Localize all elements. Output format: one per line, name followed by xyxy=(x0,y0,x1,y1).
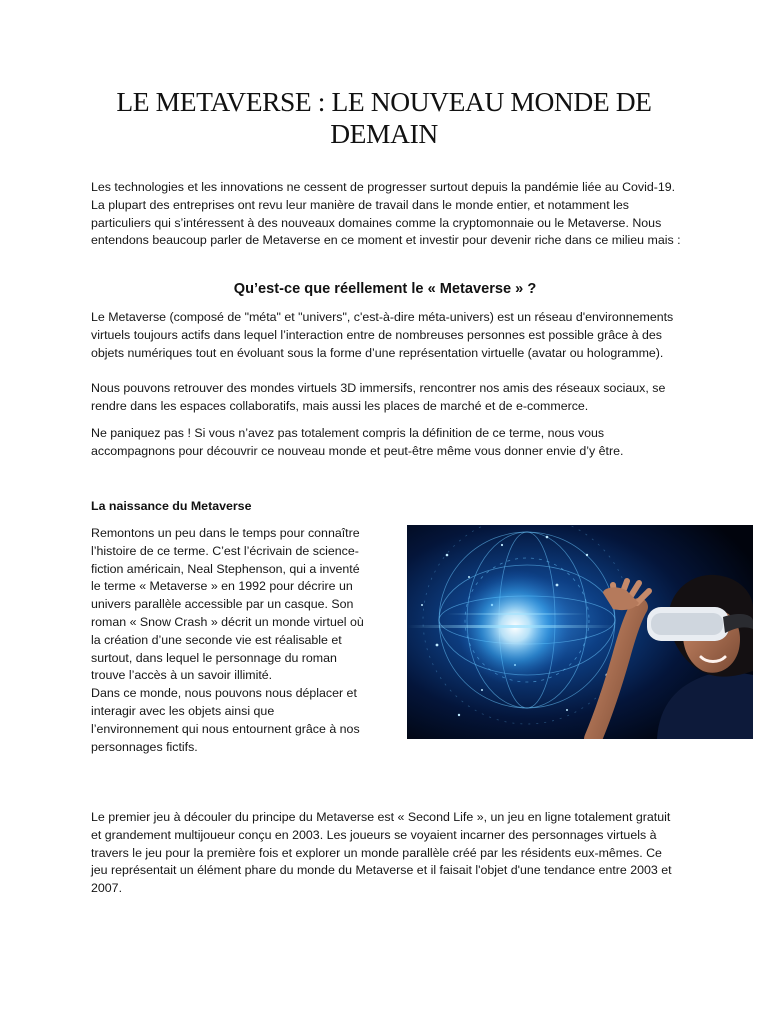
document-title: LE METAVERSE : LE NOUVEAU MONDE DE DEMAIN xyxy=(116,86,652,149)
reassurance-paragraph: Ne paniquez pas ! Si vous n’avez pas totalement compris la définition de ce terme, nous vous accompagnons pour découvrir ce nouveau monde et peut-être même vous donner envie d’y être. xyxy=(91,426,624,458)
history-paragraph: Remontons un peu dans le temps pour connaître l’histoire de ce terme. C’est l’écrivain de science-fiction américain, Neal Stephenson, qui a inventé le terme « Metaverse » en 1992 pour décrire un univers parallèle accessible par un casque. Son roman « Snow Crash » décrit un monde virtuel où la création d’une seconde vie est réalisable et surtout, dans lequel le personnage du roman trouve l’accès à un savoir illimité. xyxy=(91,526,364,683)
definition-paragraph: Le Metaverse (composé de "méta" et "univers", c'est-à-dire méta-univers) est un réseau d'environnements virtuels toujours actifs dans lequel l’interaction entre de nombreuses personnes est possible grâce à des objets numériques tout en évoluant sous la forme d’une représentation virtuelle (avatar ou hologramme). xyxy=(91,310,674,360)
metaverse-illustration xyxy=(407,525,753,739)
second-life-paragraph: Le premier jeu à découler du principe du Metaverse est « Second Life », un jeu en ligne totalement gratuit et grandement multijoueur conçu en 2003. Les joueurs se voyaient incarner des personnages virtuels à travers le jeu pour la première fois et explorer un monde parallèle créé par les résidents eux-mêmes. Ce jeu représentait un élément phare du monde du Metaverse et il faisait l'objet d'une tendance entre 2003 et 2007. xyxy=(91,810,672,896)
section-heading: La naissance du Metaverse xyxy=(91,499,252,513)
vr-hologram-image xyxy=(407,525,753,739)
history-column xyxy=(91,525,365,756)
history-continued-paragraph: Dans ce monde, nous pouvons nous déplacer et interagir avec les objets ainsi que l’environnement qui nous entournent grâce à nos personnages fictifs. xyxy=(91,686,360,754)
definition-continued-paragraph: Nous pouvons retrouver des mondes virtuels 3D immersifs, rencontrer nos amis des réseaux sociaux, se rendre dans les espaces collaboratifs, mais aussi les places de marché et de e-commerce. xyxy=(91,381,666,413)
question-heading: Qu’est-ce que réellement le « Metaverse » ? xyxy=(233,281,537,297)
intro-paragraph: Les technologies et les innovations ne cessent de progresser surtout depuis la pandémie liée au Covid-19. La plupart des entreprises ont revu leur manière de travail dans le monde entier, et notamment les particuliers qui s’intéressent à des nouveaux domaines comme la cryptomonnaie ou le Metaverse. Nous entendons beaucoup parler de Metaverse en ce moment et investir pour devenir riche dans ce milieu mais : xyxy=(91,180,681,248)
